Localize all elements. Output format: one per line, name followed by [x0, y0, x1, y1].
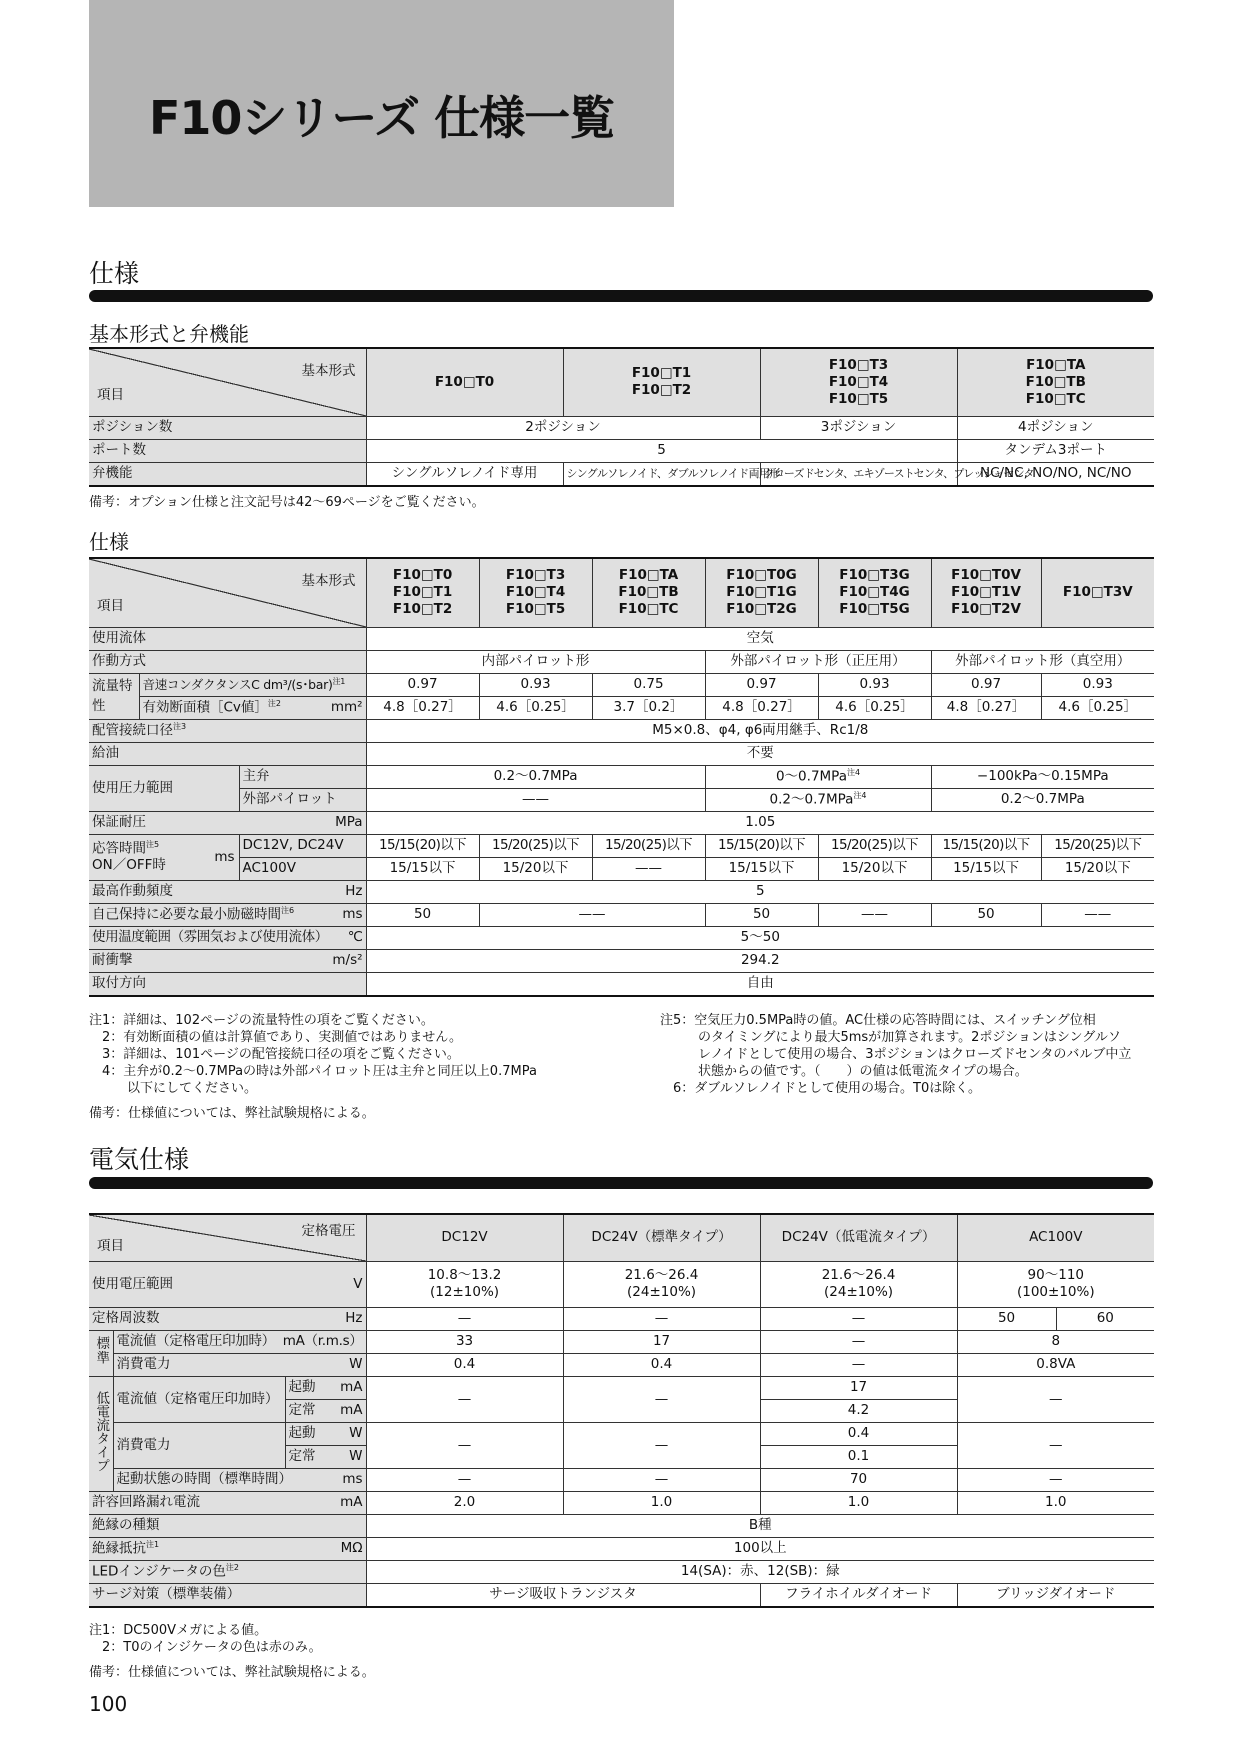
table-row: 自己保持に必要な最小励磁時間$^{注6}$ ms 50 —— 50 —— 50 —— [89, 903, 1154, 926]
table-row: 消費電力 W 0.4 0.4 — 0.8VA [89, 1353, 1154, 1376]
table-row: サージ対策（標準装備） サージ吸収トランジスタ フライホイルダイオード ブリッジダイオード [89, 1583, 1154, 1607]
table-row: LEDインジケータの色$^{注2}$ 14(SA)：赤、12(SB)：緑 [89, 1560, 1154, 1583]
spec-heading: 仕様 [89, 259, 140, 288]
table-row: 低電流タイプ 電流値（定格電圧印加時） 起動 mA — — 17 — [89, 1376, 1154, 1399]
basic-col-1: F10□T0 [366, 348, 563, 416]
table-row: 有効断面積［Cv値］$^{注2}$ mm² 4.8［0.27］ 4.6［0.25］ 3.7［0.2］ 4.8［0.27］ 4.6［0.25］ 4.8［0.27］ 4.6［0.25］ [89, 696, 1154, 719]
table-row: 定格周波数 Hz — — — 50 60 [89, 1307, 1154, 1330]
page-title: F10シリーズ 仕様一覧 [149, 91, 615, 145]
basic-col-4: F10□TA F10□TB F10□TC [957, 348, 1154, 416]
elec-header-corner: 定格電圧 項目 [89, 1214, 366, 1261]
table-row: 起動状態の時間（標準時間） ms — — 70 — [89, 1468, 1154, 1491]
table-row: 外部パイロット —— 0.2〜0.7MPa$^{注4}$ 0.2〜0.7MPa [89, 788, 1154, 811]
elec-table: 定格電圧 項目 DC12V DC24V（標準タイプ） DC24V（低電流タイプ） AC100V 使用電圧範囲 V 10.8〜13.2 (12±10%) 21.6〜26.4 (24±10%) 21.6〜26.4 (24±10%) 90〜110 (100±10%) 定格周波数 Hz — — — 50 60 標準 電流値（定格電圧印加時） mA（r.m.s） 33 17 — 8 消費電力 W 0.4 0.4 — 0.8VA 低電流タイプ 電流値（定格電圧印加時） 起動 mA — — 17 — 定常 mA 4.2 消費電力 起動 W — — 0.4 — 定常 W 0.1 起動状態の時間（標準時間） ms — — 70 — 許容回路漏れ電流 mA 2.0 1.0 1.0 1.0 絶縁の種類 B種 絶縁抵抗$^{注1}$ MΩ 100以上 LEDインジケータの色$^{注2}$ 14(SA)：赤、12(SB)：緑 サージ対策（標準装備） サージ吸収トランジスタ フライホイルダイオード ブリッジダイオード [89, 1213, 1154, 1608]
table-row: 最高作動頻度 Hz 5 [89, 880, 1154, 903]
spec-sub-heading: 仕様 [89, 530, 129, 554]
elec-heading-bar [89, 1177, 1153, 1189]
table-row: 使用電圧範囲 V 10.8〜13.2 (12±10%) 21.6〜26.4 (24±10%) 21.6〜26.4 (24±10%) 90〜110 (100±10%) [89, 1261, 1154, 1307]
elec-notes: 注1：DC500Vメガによる値。 2：T0のインジケータの色は赤のみ。 [89, 1623, 322, 1655]
table-row: 絶縁の種類 B種 [89, 1514, 1154, 1537]
basic-heading: 基本形式と弁機能 [89, 322, 249, 346]
table-row: 定常 mA 4.2 [89, 1399, 1154, 1422]
table-row: 使用温度範囲（雰囲気および使用流体） ℃ 5〜50 [89, 926, 1154, 949]
spec-header-corner: 基本形式 項目 [89, 558, 366, 627]
table-row: 保証耐圧 MPa 1.05 [89, 811, 1154, 834]
basic-table [89, 347, 1154, 487]
table-row: ポジション数 2ポジション 3ポジション 4ポジション [89, 416, 1154, 439]
table-row: 作動方式 内部パイロット形 外部パイロット形（正圧用） 外部パイロット形（真空用） [89, 650, 1154, 673]
table-row: 標準 電流値（定格電圧印加時） mA（r.m.s） 33 17 — 8 [89, 1330, 1154, 1353]
spec-notes-right: 注5：空気圧力0.5MPa時の値。AC仕様の応答時間には、スイッチング位相 のタイミングにより最大5msが加算されます。2ポジションはシングルソ レノイドとして使用の場合、3ポジションはクローズドセンタのバルブ中立 状態からの値です。（ ）の値は低電流タイプの場合。 6：ダブルソレノイドとして使用の場合。T0は除く。 [660, 1013, 1132, 1096]
elec-remark: 備考：仕様値については、弊社試験規格による。 [89, 1665, 375, 1680]
table-row: 弁機能 シングルソレノイド専用 シングルソレノイド、ダブルソレノイド両用形 クローズドセンタ、エキゾーストセンタ、プレッシャセンタ NC/NC, NO/NO, NC/NO [89, 462, 1154, 486]
basic-col-2: F10□T1 F10□T2 [563, 348, 760, 416]
table-row: ポート数 5 タンデム3ポート [89, 439, 1154, 462]
basic-note: 備考：オプション仕様と注文記号は42〜69ページをご覧ください。 [89, 495, 485, 510]
table-row: 絶縁抵抗$^{注1}$ MΩ 100以上 [89, 1537, 1154, 1560]
table-row: 流量特性 音速コンダクタンスC dm³/(s･bar)$^{注1}$ 0.97 0.93 0.75 0.97 0.93 0.97 0.93 [89, 673, 1154, 696]
table-row: 耐衝撃 m/s² 294.2 [89, 949, 1154, 972]
spec-notes-left: 注1：詳細は、102ページの流量特性の項をご覧ください。 2：有効断面積の値は計算値であり、実測値ではありません。 3：詳細は、101ページの配管接続口径の項をご覧ください。 4：主弁が0.2〜0.7MPaの時は外部パイロット圧は主弁と同圧以上0.7MPa 以下にしてください。 [89, 1013, 537, 1096]
table-row: 使用圧力範囲 主弁 0.2〜0.7MPa 0〜0.7MPa$^{注4}$ −100kPa〜0.15MPa [89, 765, 1154, 788]
table-row: 応答時間$^{注5}$ ON／OFF時 ms DC12V, DC24V 15/15(20)以下 15/20(25)以下 15/20(25)以下 15/15(20)以下 15/20(25)以下 15/15(20)以下 15/20(25)以下 [89, 834, 1154, 857]
table-row: 配管接続口径$^{注3}$ M5×0.8、φ4, φ6両用継手、Rc1/8 [89, 719, 1154, 742]
table-row: 定常 W 0.1 [89, 1445, 1154, 1468]
spec-remark: 備考：仕様値については、弊社試験規格による。 [89, 1106, 375, 1121]
spec-table: 基本形式 項目 F10□T0 F10□T1 F10□T2 F10□T3 F10□T4 F10□T5 F10□TA F10□TB F10□TC F10□T0G F10□T1G F10□T2G F10□T3G F10□T4G F10□T5G F10□T0V F10□T1V F10□T2V F10□T3V 使用流体 空気 作動方式 内部パイロット形 外部パイロット形（正圧用） 外部パイロット形（真空用） 流量特性 音速コンダクタンスC dm³/(s･bar)$^{注1}$ 0.97 0.93 0.75 0.97 0.93 0.97 0.93 有効断面積［Cv値］$^{注2}$ mm² 4.8［0.27］ 4.6［0.25］ 3.7［0.2］ 4.8［0.27］ 4.6［0.25］ 4.8［0.27］ 4.6［0.25］ 配管接続口径$^{注3}$ M5×0.8、φ4, φ6両用継手、Rc1/8 給油 不要 使用圧力範囲 主弁 0.2〜0.7MPa 0〜0.7MPa$^{注4}$ −100kPa〜0.15MPa 外部パイロット —— 0.2〜0.7MPa$^{注4}$ 0.2〜0.7MPa 保証耐圧 MPa 1.05 応答時間$^{注5}$ ON／OFF時 ms DC12V, DC24V 15/15(20)以下 15/20(25)以下 15/20(25)以下 15/15(20)以下 15/20(25)以下 15/15(20)以下 15/20(25)以下 AC100V 15/15以下 15/20以下 —— 15/15以下 15/20以下 15/15以下 15/20以下 最高作動頻度 Hz 5 自己保持に必要な最小励磁時間$^{注6}$ ms 50 —— 50 —— 50 —— 使用温度範囲（雰囲気および使用流体） ℃ 5〜50 耐衝撃 m/s² 294.2 取付方向 自由 [89, 557, 1154, 997]
table-row: 使用流体 空気 [89, 627, 1154, 650]
table-row: AC100V 15/15以下 15/20以下 —— 15/15以下 15/20以下 15/15以下 15/20以下 [89, 857, 1154, 880]
basic-col-3: F10□T3 F10□T4 F10□T5 [760, 348, 957, 416]
table-row: 給油 不要 [89, 742, 1154, 765]
basic-header-corner: 基本形式 項目 [89, 348, 366, 416]
spec-heading-bar [89, 290, 1153, 302]
elec-heading: 電気仕様 [89, 1145, 190, 1174]
title-banner [89, 0, 674, 207]
table-row: 消費電力 起動 W — — 0.4 — [89, 1422, 1154, 1445]
table-row: 取付方向 自由 [89, 972, 1154, 996]
page-number: 100 [89, 1692, 128, 1716]
table-row: 許容回路漏れ電流 mA 2.0 1.0 1.0 1.0 [89, 1491, 1154, 1514]
